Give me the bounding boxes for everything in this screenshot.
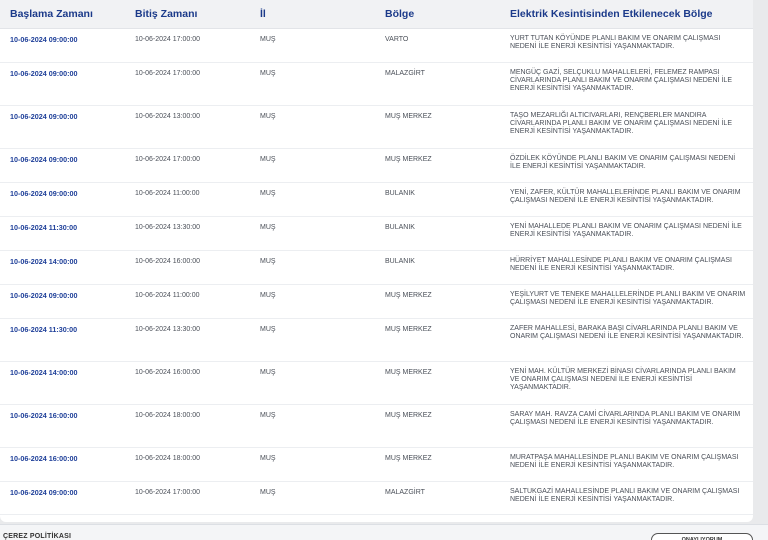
cell-district: MUŞ MERKEZ — [385, 369, 432, 376]
cookie-banner — [0, 524, 768, 540]
table-row[interactable] — [0, 405, 753, 448]
table-row[interactable] — [0, 319, 753, 362]
header-end-time[interactable]: Bitiş Zamanı — [135, 8, 198, 20]
header-province[interactable]: İl — [260, 8, 266, 20]
cell-province: MUŞ — [260, 224, 276, 231]
cell-start-time: 10-06-2024 16:00:00 — [10, 411, 78, 420]
cell-start-time: 10-06-2024 11:30:00 — [10, 223, 78, 232]
cell-province: MUŞ — [260, 369, 276, 376]
cell-province: MUŞ — [260, 156, 276, 163]
table-row[interactable] — [0, 63, 753, 106]
cell-province: MUŞ — [260, 292, 276, 299]
table-row[interactable] — [0, 29, 753, 63]
cell-district: MALAZGİRT — [385, 489, 425, 496]
cell-end-time: 10-06-2024 13:30:00 — [135, 224, 200, 231]
cell-end-time: 10-06-2024 17:00:00 — [135, 70, 200, 77]
cell-affected-area: YEŞİLYURT VE TENEKE MAHALLELERİNDE PLANLI BAKIM VE ONARIM ÇALIŞMASI NEDENİ İLE ENERJİ KESİNTİSİ YAŞANMAKTADIR. — [510, 291, 746, 306]
table-row[interactable] — [0, 183, 753, 217]
cell-district: MUŞ MERKEZ — [385, 412, 432, 419]
cell-start-time: 10-06-2024 09:00:00 — [10, 35, 78, 44]
table-row[interactable] — [0, 482, 753, 515]
cell-district: MALAZGİRT — [385, 70, 425, 77]
cell-province: MUŞ — [260, 190, 276, 197]
cell-end-time: 10-06-2024 17:00:00 — [135, 489, 200, 496]
cell-end-time: 10-06-2024 18:00:00 — [135, 412, 200, 419]
cell-affected-area: ZAFER MAHALLESİ, BARAKA BAŞI CİVARLARINDA PLANLI BAKIM VE ONARIM ÇALIŞMASI NEDENİ İLE ENERJİ KESİNTİSİ YAŞANMAKTADIR. — [510, 325, 744, 340]
cell-affected-area: SARAY MAH. RAVZA CAMİ CİVARLARINDA PLANLI BAKIM VE ONARIM ÇALIŞMASI NEDENİ İLE ENERJİ KESİNTİSİ YAŞANMAKTADIR. — [510, 411, 741, 426]
cell-end-time: 10-06-2024 13:00:00 — [135, 113, 200, 120]
cell-district: MUŞ MERKEZ — [385, 113, 432, 120]
cell-district: BULANIK — [385, 190, 415, 197]
cell-affected-area: ÖZDİLEK KÖYÜNDE PLANLI BAKIM VE ONARIM ÇALIŞMASI NEDENİ İLE ENERJİ KESİNTİSİ YAŞANMAKTADIR. — [510, 155, 736, 170]
cell-start-time: 10-06-2024 09:00:00 — [10, 488, 78, 497]
cell-start-time: 10-06-2024 09:00:00 — [10, 69, 78, 78]
cell-province: MUŞ — [260, 70, 276, 77]
table-body — [0, 29, 753, 515]
cell-district: BULANIK — [385, 258, 415, 265]
cell-district: VARTO — [385, 36, 409, 43]
cell-start-time: 10-06-2024 09:00:00 — [10, 189, 78, 198]
table-row[interactable] — [0, 448, 753, 482]
table-row[interactable] — [0, 149, 753, 183]
header-affected-area[interactable]: Elektrik Kesintisinden Etkilenecek Bölge — [510, 8, 713, 20]
cell-province: MUŞ — [260, 36, 276, 43]
cell-province: MUŞ — [260, 326, 276, 333]
cell-affected-area: TAŞO MEZARLIĞI ALTICIVARLARI, RENÇBERLER MANDIRA CİVARLARINDA PLANLI BAKIM VE ONARIM ÇALIŞMASI NEDENİ İLE ENERJİ KESİNTİSİ YAŞANMAKTADIR. — [510, 112, 732, 135]
cell-end-time: 10-06-2024 11:00:00 — [135, 292, 200, 299]
cell-start-time: 10-06-2024 09:00:00 — [10, 112, 78, 121]
cell-province: MUŞ — [260, 489, 276, 496]
cell-district: MUŞ MERKEZ — [385, 156, 432, 163]
cell-affected-area: YURT TUTAN KÖYÜNDE PLANLI BAKIM VE ONARIM ÇALIŞMASI NEDENİ İLE ENERJİ KESİNTİSİ YAŞANMAKTADIR. — [510, 35, 721, 50]
cell-province: MUŞ — [260, 455, 276, 462]
cell-end-time: 10-06-2024 11:00:00 — [135, 190, 200, 197]
cell-start-time: 10-06-2024 14:00:00 — [10, 368, 78, 377]
cell-start-time: 10-06-2024 16:00:00 — [10, 454, 78, 463]
cell-end-time: 10-06-2024 17:00:00 — [135, 156, 200, 163]
cell-affected-area: MENGÜÇ GAZİ, SELÇUKLU MAHALLELERİ, FELEMEZ RAMPASI CİVARLARINDA PLANLI BAKIM VE ONARIM ÇALIŞMASI NEDENİ İLE ENERJİ KESİNTİSİ YAŞANMAKTADIR. — [510, 69, 732, 92]
cell-affected-area: SALTUKGAZİ MAHALLESİNDE PLANLI BAKIM VE ONARIM ÇALIŞMASI NEDENİ İLE ENERJİ KESİNTİSİ YAŞANMAKTADIR. — [510, 488, 740, 503]
cell-start-time: 10-06-2024 14:00:00 — [10, 257, 78, 266]
cell-province: MUŞ — [260, 113, 276, 120]
table-row[interactable] — [0, 285, 753, 319]
cell-end-time: 10-06-2024 16:00:00 — [135, 369, 200, 376]
cell-affected-area: MURATPAŞA MAHALLESİNDE PLANLI BAKIM VE ONARIM ÇALIŞMASI NEDENİ İLE ENERJİ KESİNTİSİ YAŞANMAKTADIR. — [510, 454, 739, 469]
table-row[interactable] — [0, 106, 753, 149]
cell-end-time: 10-06-2024 16:00:00 — [135, 258, 200, 265]
cell-province: MUŞ — [260, 258, 276, 265]
cell-end-time: 10-06-2024 17:00:00 — [135, 36, 200, 43]
cell-province: MUŞ — [260, 412, 276, 419]
cookie-accept-button[interactable]: ONAYLIYORUM — [651, 533, 753, 540]
cell-start-time: 10-06-2024 09:00:00 — [10, 291, 78, 300]
table-row[interactable] — [0, 362, 753, 405]
header-start-time[interactable]: Başlama Zamanı — [10, 8, 93, 20]
cell-affected-area: YENİ, ZAFER, KÜLTÜR MAHALLELERİNDE PLANLI BAKIM VE ONARIM ÇALIŞMASI NEDENİ İLE ENERJİ KESİNTİSİ YAŞANMAKTADIR. — [510, 189, 741, 204]
cell-affected-area: HÜRRİYET MAHALLESİNDE PLANLI BAKIM VE ONARIM ÇALIŞMASI NEDENİ İLE ENERJİ KESİNTİSİ YAŞANMAKTADIR. — [510, 257, 732, 272]
header-district[interactable]: Bölge — [385, 8, 415, 20]
cell-end-time: 10-06-2024 18:00:00 — [135, 455, 200, 462]
table-header — [0, 0, 753, 29]
cell-district: MUŞ MERKEZ — [385, 292, 432, 299]
cookie-policy-title: ÇEREZ POLİTİKASI — [3, 533, 72, 540]
cell-end-time: 10-06-2024 13:30:00 — [135, 326, 200, 333]
cell-district: MUŞ MERKEZ — [385, 455, 432, 462]
cell-start-time: 10-06-2024 09:00:00 — [10, 155, 78, 164]
cell-district: BULANIK — [385, 224, 415, 231]
cell-district: MUŞ MERKEZ — [385, 326, 432, 333]
cell-affected-area: YENİ MAH. KÜLTÜR MERKEZİ BİNASI CİVARLARINDA PLANLI BAKIM VE ONARIM ÇALIŞMASI NEDENİ İLE ENERJİ KESİNTİSİ YAŞANMAKTADIR. — [510, 368, 736, 391]
cell-affected-area: YENİ MAHALLEDE PLANLI BAKIM VE ONARIM ÇALIŞMASI NEDENİ İLE ENERJİ KESİNTİSİ YAŞANMAKTADIR. — [510, 223, 742, 238]
table-row[interactable] — [0, 217, 753, 251]
cell-start-time: 10-06-2024 11:30:00 — [10, 325, 78, 334]
table-row[interactable] — [0, 251, 753, 285]
